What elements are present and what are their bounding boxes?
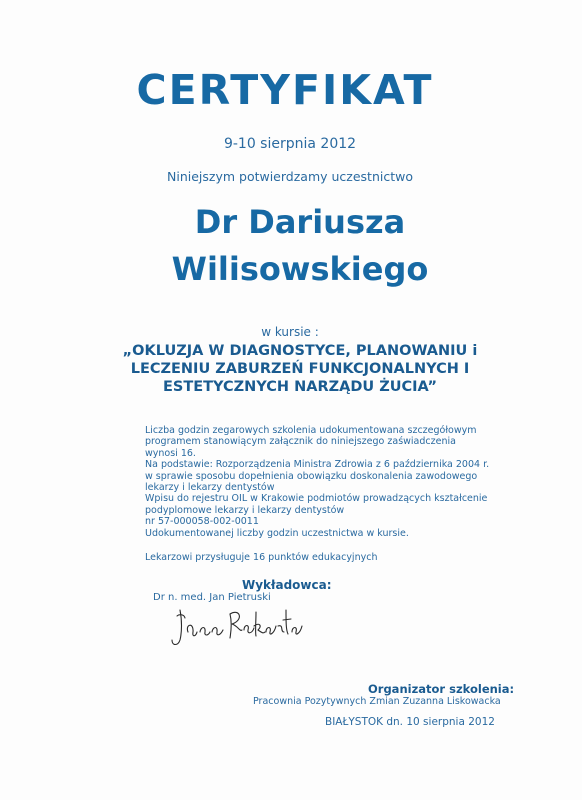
lecturer-label: Wykładowca: (242, 578, 332, 592)
certificate-body (145, 425, 525, 539)
organizer-label: Organizator szkolenia: (368, 682, 515, 696)
participant-name-line2: Wilisowskiego (171, 250, 429, 288)
course-title-line: ESTETYCZNYCH NARZĄDU ŻUCIA” (163, 379, 437, 395)
body-line: podyplomowe lekarzy i lekarzy dentystów (145, 504, 345, 516)
education-points: Lekarzowi przysługuje 16 punktów edukacyjnych (145, 552, 378, 563)
lecturer-name: Dr n. med. Jan Pietruski (153, 592, 271, 603)
body-line: Liczba godzin zegarowych szkolenia udokumentowana szczegółowym (145, 425, 477, 436)
body-line: Wpisu do rejestru OIL w Krakowie podmiotów prowadzących kształcenie (145, 493, 488, 505)
place-and-date: BIAŁYSTOK dn. 10 sierpnia 2012 (325, 716, 495, 728)
body-line: Udokumentowanej liczby godzin uczestnictwa w kursie. (145, 527, 409, 539)
participant-name-line1: Dr Dariusza (194, 203, 406, 241)
course-title-line: LECZENIU ZABURZEŃ FUNKCJONALNYCH I (130, 361, 470, 377)
body-line: wynosi 16. (145, 447, 196, 459)
course-title (95, 342, 505, 396)
course-date: 9-10 sierpnia 2012 (223, 136, 357, 152)
body-line: programem stanowiącym załącznik do niniejszego zaświadczenia (145, 436, 456, 448)
course-title-line: „OKLUZJA W DIAGNOSTYCE, PLANOWANIU i (122, 343, 478, 359)
body-line: lekarzy i lekarzy dentystów (145, 482, 275, 494)
body-line: w sprawie sposobu dopełnienia obowiązku doskonalenia zawodowego (145, 470, 478, 482)
body-line: Na podstawie: Rozporządzenia Ministra Zdrowia z 6 października 2004 r. (145, 459, 490, 471)
course-intro: w kursie : (261, 325, 319, 339)
confirmation-text: Niniejszym potwierdzamy uczestnictwo (167, 169, 413, 184)
certificate-title: CERTYFIKAT (136, 66, 434, 114)
body-line: nr 57-000058-002-0011 (145, 516, 259, 528)
signature-image (168, 602, 308, 648)
organizer-name: Pracownia Pozytywnych Zmian Zuzanna Liskowacka (253, 696, 501, 707)
